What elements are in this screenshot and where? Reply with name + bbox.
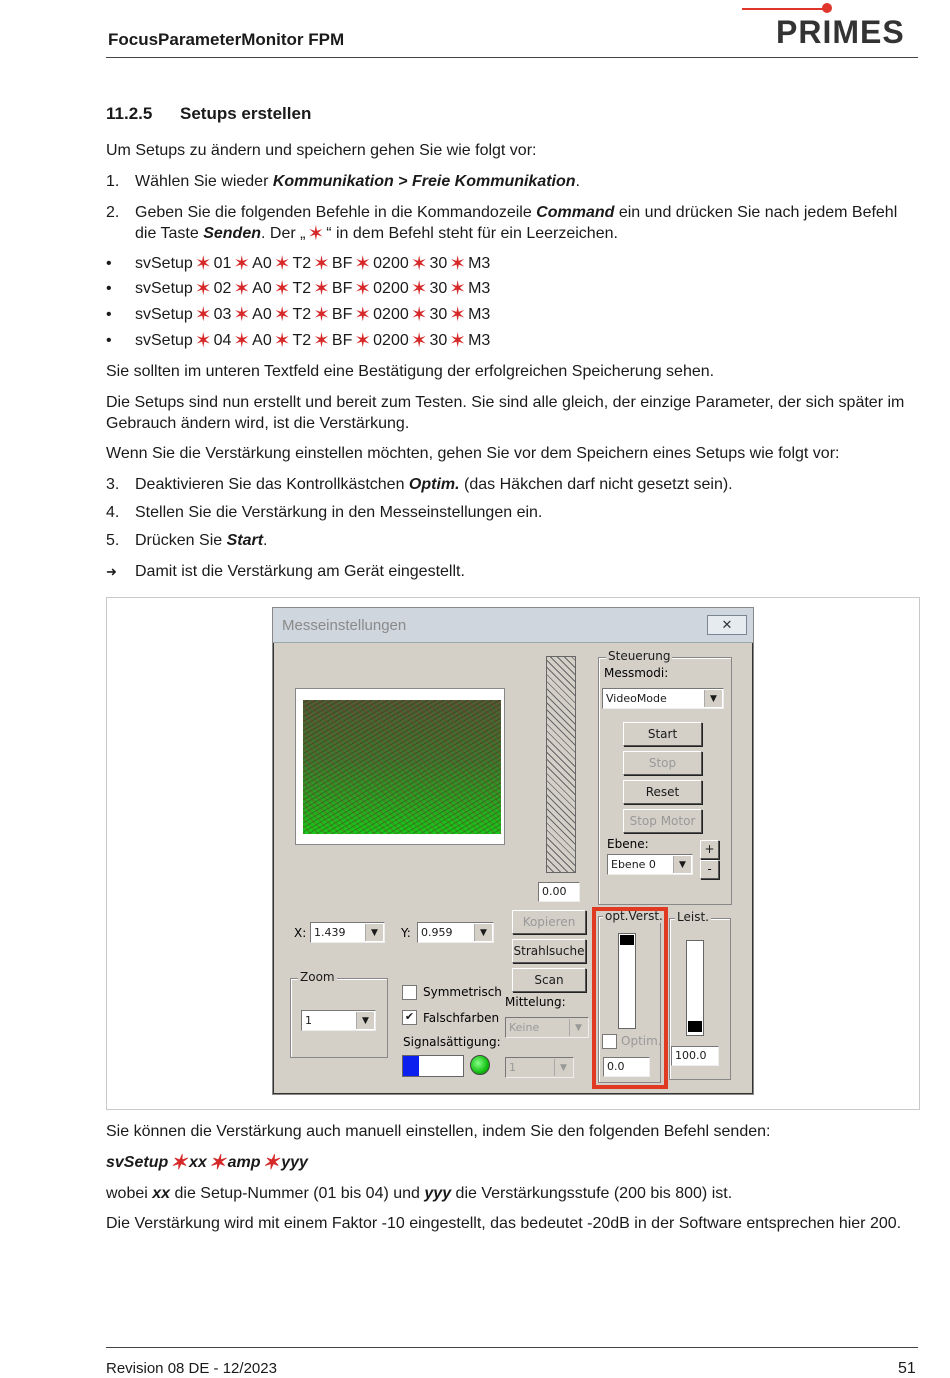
command-token: BF	[331, 306, 353, 323]
manual-command	[106, 1152, 918, 1173]
step-number: 4.	[106, 504, 120, 521]
step-text: Geben Sie die folgenden Befehle in die Kommandozeile	[135, 204, 537, 221]
step-number: 5.	[106, 532, 120, 549]
dialog-title: Messeinstellungen	[282, 617, 407, 634]
command-token: T2	[292, 332, 312, 349]
scan-button[interactable]: Scan	[512, 968, 586, 992]
step-1	[106, 171, 918, 192]
space-star-icon: ✶	[313, 304, 330, 326]
space-star-icon: ✶	[449, 304, 467, 326]
chevron-down-icon: ▼	[554, 1059, 572, 1076]
command-token: svSetup	[135, 332, 193, 349]
step-4	[106, 502, 918, 523]
command-token: T2	[292, 255, 312, 272]
step-2	[106, 202, 918, 244]
command-token: svSetup	[135, 280, 193, 297]
confirmation-text: Sie sollten im unteren Textfeld eine Bestätigung der erfolgreichen Speicherung sehen.	[106, 363, 715, 380]
hatched-level-bar	[546, 656, 576, 873]
command-token: A0	[252, 255, 272, 272]
space-star-icon: ✶	[273, 278, 291, 300]
ebene-select[interactable]	[607, 854, 693, 875]
step-text: Drücken Sie	[135, 532, 227, 549]
command-token: M3	[468, 255, 491, 272]
cmd-part: svSetup	[106, 1154, 169, 1171]
start-button[interactable]: Start	[623, 722, 702, 746]
command-token: M3	[468, 332, 491, 349]
manual-gain-text: Sie können die Verstärkung auch manuell einstellen, indem Sie den folgenden Befehl senden:	[106, 1123, 771, 1140]
header-divider	[106, 57, 918, 58]
command-token: BF	[331, 332, 353, 349]
space-star-icon: ✶	[313, 330, 330, 352]
command-token: A0	[252, 332, 272, 349]
command-list-item	[106, 253, 918, 274]
command-list-item	[106, 304, 918, 325]
bullet-icon: •	[106, 255, 112, 272]
bullet-icon: •	[106, 280, 112, 297]
step-text-end: .	[575, 173, 580, 190]
beam-image	[303, 700, 501, 834]
space-star-icon: ✶	[410, 330, 428, 352]
start-keyword: Start	[226, 532, 264, 549]
command-token: 0200	[373, 332, 409, 349]
command-token: A0	[252, 306, 272, 323]
command-token: 04	[213, 332, 232, 349]
intro-text: Um Setups zu ändern und speichern gehen Sie wie folgt vor:	[106, 142, 537, 159]
step-text-end: (das Häkchen darf nicht gesetzt sein).	[459, 476, 733, 493]
mittelung-label: Mittelung:	[505, 995, 566, 1009]
send-keyword: Senden	[203, 225, 261, 242]
chevron-down-icon: ▼	[673, 856, 691, 873]
step-text-end: .	[263, 532, 268, 549]
space-star-icon: ✶	[233, 278, 251, 300]
opt-verst-label: opt.Verst.	[605, 909, 663, 923]
chevron-down-icon: ▼	[704, 690, 722, 707]
reset-button[interactable]: Reset	[623, 780, 702, 804]
space-star-icon: ✶	[233, 304, 251, 326]
parameter-explanation	[106, 1183, 918, 1204]
space-star-icon: ✶	[410, 304, 428, 326]
result-text: Damit ist die Verstärkung am Gerät eingestellt.	[135, 563, 465, 580]
space-star-icon: ✶	[194, 253, 212, 275]
bullet-icon: •	[106, 306, 112, 323]
xx-keyword: xx	[152, 1185, 171, 1202]
space-star-icon: ✶	[194, 278, 212, 300]
power-thumb[interactable]	[688, 1021, 702, 1032]
y-label: Y:	[401, 926, 411, 940]
command-keyword: Command	[536, 204, 615, 221]
result-line	[106, 561, 918, 582]
cmd-part: yyy	[281, 1154, 308, 1171]
command-token: T2	[292, 280, 312, 297]
zoom-value: 1	[305, 1014, 312, 1027]
optim-keyword: Optim.	[408, 476, 460, 493]
messeinstellungen-dialog	[272, 607, 754, 1095]
power-slider[interactable]	[686, 940, 704, 1036]
command-token: 03	[213, 306, 232, 323]
bullet-icon: •	[106, 332, 112, 349]
space-star-icon: ✶	[354, 304, 372, 326]
command-token: 30	[429, 332, 448, 349]
ebene-label: Ebene:	[607, 837, 649, 851]
space-star-icon: ✶	[449, 278, 467, 300]
command-token: svSetup	[135, 306, 193, 323]
averaging-count-value: 1	[509, 1061, 516, 1074]
space-star-icon: ✶	[307, 223, 325, 245]
text: die Setup-Nummer (01 bis 04) und	[170, 1185, 425, 1202]
primes-logo: PRIMES	[776, 14, 905, 50]
strahlsuche-button[interactable]: Strahlsuche	[512, 939, 586, 963]
image-preview-frame	[295, 688, 505, 845]
space-star-icon: ✶	[233, 253, 251, 275]
leist-label: Leist.	[677, 910, 709, 924]
command-token: 30	[429, 255, 448, 272]
beam-noise	[303, 700, 501, 834]
space-star-icon: ✶	[313, 253, 330, 275]
cmd-part: xx	[189, 1154, 207, 1171]
command-token: 0200	[373, 280, 409, 297]
text: die Verstärkungsstufe (200 bis 800) ist.	[451, 1185, 733, 1202]
mittelung-select[interactable]	[505, 1017, 589, 1038]
averaging-count-select[interactable]	[505, 1057, 574, 1078]
cmd-part: amp	[227, 1154, 261, 1171]
y-value: 0.959	[421, 926, 453, 939]
zoom-label: Zoom	[300, 970, 335, 984]
opt-gain-value-field[interactable]: 0.0	[603, 1057, 650, 1077]
space-star-icon: ✶	[208, 1152, 226, 1174]
step-text: . Der „	[261, 225, 306, 242]
space-star-icon: ✶	[194, 330, 212, 352]
command-token: 02	[213, 280, 232, 297]
space-star-icon: ✶	[273, 253, 291, 275]
step-text: Wählen Sie wieder	[135, 173, 273, 190]
chevron-down-icon: ▼	[365, 924, 383, 941]
bar-value-field[interactable]: 0.00	[538, 882, 580, 902]
command-token: M3	[468, 306, 491, 323]
command-token: svSetup	[135, 255, 193, 272]
command-token: 01	[213, 255, 232, 272]
command-token: 30	[429, 280, 448, 297]
kopieren-button[interactable]: Kopieren	[512, 910, 586, 934]
status-led-icon	[470, 1055, 490, 1075]
menu-path: Kommunikation > Freie Kommunikation	[272, 173, 576, 190]
stop-button[interactable]: Stop	[623, 751, 702, 775]
space-star-icon: ✶	[449, 253, 467, 275]
logo-accent-dot	[822, 3, 832, 13]
setups-created-text: Die Setups sind nun erstellt und bereit zum Testen. Sie sind alle gleich, der einzige Parameter, der sich später im Gebrauch ändern wird, ist die Verstärkung.	[106, 394, 905, 432]
ebene-minus-button[interactable]: -	[700, 860, 719, 879]
step-number: 2.	[106, 204, 120, 221]
space-star-icon: ✶	[354, 253, 372, 275]
space-star-icon: ✶	[354, 330, 372, 352]
falschfarben-label: Falschfarben	[423, 1011, 500, 1025]
space-star-icon: ✶	[313, 278, 330, 300]
document-header-title: FocusParameterMonitor FPM	[108, 30, 345, 49]
saturation-fill	[403, 1056, 419, 1076]
symmetrisch-label: Symmetrisch	[423, 985, 502, 999]
optim-label: Optim.	[621, 1034, 662, 1048]
stop-motor-button[interactable]: Stop Motor	[623, 809, 702, 833]
space-star-icon: ✶	[273, 304, 291, 326]
messmodi-label: Messmodi:	[604, 666, 669, 680]
highlight-frame	[592, 907, 668, 1089]
command-token: BF	[331, 280, 353, 297]
footer-divider	[106, 1347, 918, 1348]
ebene-plus-button[interactable]: +	[700, 840, 719, 859]
space-star-icon: ✶	[449, 330, 467, 352]
power-value-field[interactable]: 100.0	[671, 1046, 719, 1066]
signalsaettigung-label: Signalsättigung:	[403, 1035, 501, 1049]
text: wobei	[106, 1185, 153, 1202]
messmodus-select[interactable]	[602, 688, 724, 709]
step-text-end: “ in dem Befehl steht für ein Leerzeichen.	[326, 225, 618, 242]
x-value: 1.439	[314, 926, 346, 939]
result-arrow-icon: ➜	[106, 564, 117, 579]
ebene-value: Ebene 0	[611, 858, 656, 871]
command-token: BF	[331, 255, 353, 272]
mittelung-value: Keine	[509, 1021, 540, 1034]
command-token: T2	[292, 306, 312, 323]
step-text: Deaktivieren Sie das Kontrollkästchen	[135, 476, 409, 493]
section-heading	[106, 104, 311, 124]
step-number: 1.	[106, 173, 120, 190]
command-token: 0200	[373, 306, 409, 323]
messmodus-value: VideoMode	[606, 692, 667, 705]
yyy-keyword: yyy	[424, 1185, 452, 1202]
x-label: X:	[294, 926, 307, 940]
y-select[interactable]	[417, 922, 494, 943]
symmetrisch-checkbox[interactable]	[402, 985, 417, 1000]
dialog-titlebar	[273, 608, 753, 643]
space-star-icon: ✶	[354, 278, 372, 300]
space-star-icon: ✶	[410, 253, 428, 275]
revision-text: Revision 08 DE - 12/2023	[106, 1360, 277, 1377]
command-token: M3	[468, 280, 491, 297]
space-star-icon: ✶	[233, 330, 251, 352]
factor-text: Die Verstärkung wird mit einem Faktor -10 eingestellt, das bedeutet -20dB in der Software entsprechen hier 200.	[106, 1215, 902, 1232]
command-token: 30	[429, 306, 448, 323]
section-title: Setups erstellen	[180, 104, 312, 123]
chevron-down-icon: ▼	[569, 1019, 587, 1036]
chevron-down-icon: ▼	[474, 924, 492, 941]
chevron-down-icon: ▼	[356, 1012, 374, 1029]
command-token: 0200	[373, 255, 409, 272]
gain-intro-text: Wenn Sie die Verstärkung einstellen möchten, gehen Sie vor dem Speichern eines Setups wie folgt vor:	[106, 445, 840, 462]
falschfarben-checkbox[interactable]: ✔	[402, 1010, 417, 1025]
page-number: 51	[898, 1360, 916, 1377]
saturation-bar	[402, 1055, 464, 1077]
logo-accent-bar	[742, 8, 827, 10]
section-number: 11.2.5	[106, 104, 153, 123]
close-button[interactable]: ✕	[707, 615, 747, 635]
command-list-item	[106, 278, 918, 299]
zoom-select[interactable]	[301, 1010, 376, 1031]
steuerung-label: Steuerung	[608, 649, 671, 663]
step-5	[106, 530, 918, 551]
space-star-icon: ✶	[410, 278, 428, 300]
space-star-icon: ✶	[273, 330, 291, 352]
command-list-item	[106, 330, 918, 351]
command-token: A0	[252, 280, 272, 297]
step-text: Stellen Sie die Verstärkung in den Messeinstellungen ein.	[135, 504, 543, 521]
x-select[interactable]	[310, 922, 385, 943]
space-star-icon: ✶	[262, 1152, 280, 1174]
space-star-icon: ✶	[194, 304, 212, 326]
space-star-icon: ✶	[170, 1152, 188, 1174]
step-text: ein und drücken Sie nach jedem Befehl die Taste	[135, 204, 898, 242]
step-number: 3.	[106, 476, 120, 493]
step-3	[106, 474, 918, 495]
